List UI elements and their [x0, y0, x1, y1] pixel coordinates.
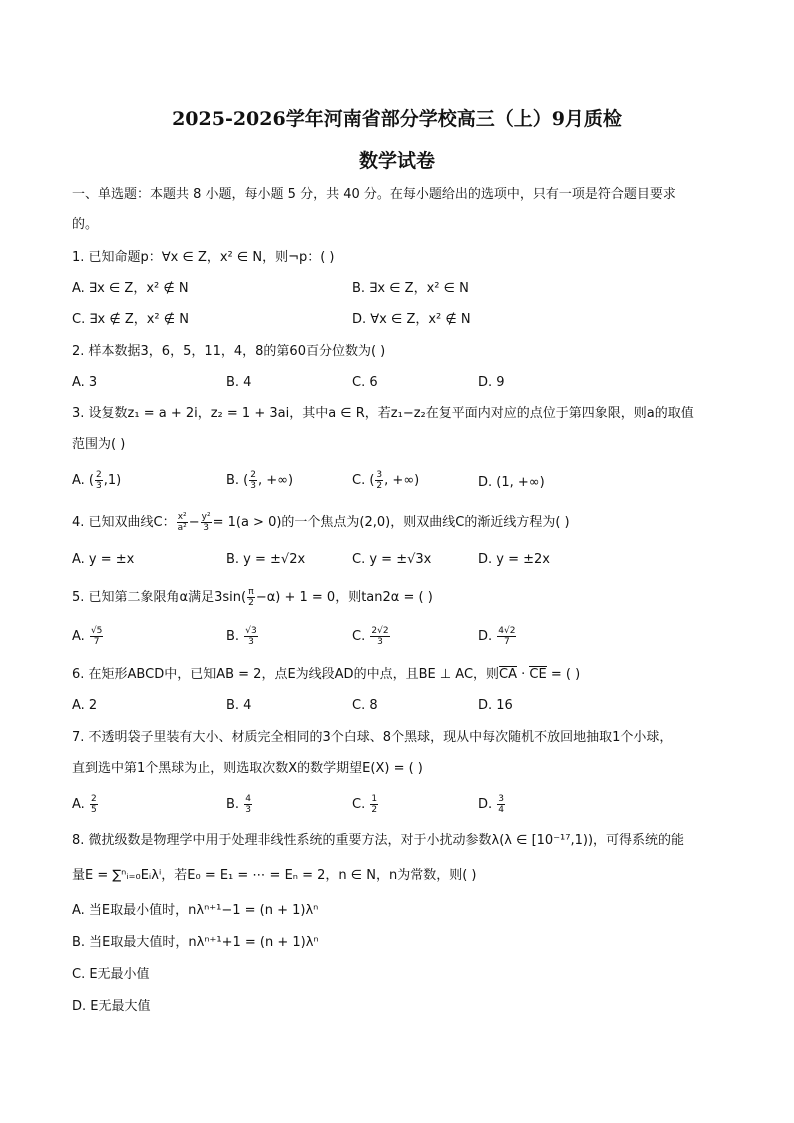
q7-stem-line2: 直到选中第1个黑球为止，则选取次数X的数学期望E(X) = ( ): [72, 761, 423, 776]
q5-f-num: π: [248, 587, 254, 597]
q5-stem: [72, 587, 433, 608]
q4-fraction-y: [201, 512, 212, 533]
q4-option-c: C. y = ±√3x: [352, 552, 432, 567]
q5-option-a: [72, 626, 104, 647]
q3-c-fraction: [375, 470, 383, 491]
q7-c-num: 1: [371, 794, 378, 804]
q5-d-fraction: [497, 626, 516, 647]
q5-d-label: D.: [478, 629, 493, 644]
q3-a-fraction: [95, 470, 103, 491]
q6-option-a: A. 2: [72, 698, 98, 713]
q5-d-den: 7: [504, 637, 510, 647]
q8-stem-line1: 8. 微扰级数是物理学中用于处理非线性系统的重要方法，对于小扰动参数λ(λ ∈ [10⁻¹⁷,1))，可得系统的能: [72, 833, 685, 848]
q2-option-b: B. 4: [226, 375, 252, 390]
q1-option-b: B. ∃x ∈ Z，x² ∈ N: [352, 281, 469, 296]
q2-stem: 2. 样本数据3，6，5，11，4，8的第60百分位数为( ): [72, 344, 386, 359]
q4-prefix: 4. 已知双曲线C：: [72, 515, 176, 530]
q3-a-prefix: A. (: [72, 473, 95, 488]
q1-stem: 1. 已知命题p：∀x ∈ Z，x² ∈ N，则¬p：( ): [72, 250, 335, 265]
q5-a-label: A.: [72, 629, 85, 644]
q7-option-b: [226, 794, 253, 815]
section-heading-line2: 的。: [72, 217, 99, 232]
q3-a-den: 3: [96, 481, 102, 491]
q5-b-fraction: [244, 626, 257, 647]
q5-option-b: [226, 626, 259, 647]
q7-a-den: 5: [90, 805, 97, 815]
q3-option-d: D. (1, +∞): [478, 475, 545, 490]
q3-option-a: [72, 470, 121, 491]
q7-b-fraction: [244, 794, 252, 815]
q2-option-a: A. 3: [72, 375, 98, 390]
q4-fy-den: 3: [203, 523, 209, 533]
q7-a-label: A.: [72, 797, 85, 812]
q3-a-suffix: ,1): [103, 473, 122, 488]
q5-prefix: 5. 已知第二象限角α满足3sin(: [72, 590, 247, 605]
q7-d-den: 4: [498, 805, 505, 815]
q5-option-d: [478, 626, 517, 647]
q2-option-c: C. 6: [352, 375, 378, 390]
q7-b-num: 4: [245, 794, 251, 804]
q6-option-c: C. 8: [352, 698, 378, 713]
q4-option-a: A. y = ±x: [72, 552, 135, 567]
q4-fy-num: y²: [201, 512, 211, 522]
q4-stem: [72, 512, 570, 533]
q5-b-label: B.: [226, 629, 240, 644]
q3-b-suffix: , +∞): [258, 473, 294, 488]
q6-dot: ·: [517, 667, 530, 682]
q3-c-num: 3: [376, 470, 383, 480]
q7-d-fraction: [497, 794, 505, 815]
q8-option-d: D. E无最大值: [72, 999, 151, 1014]
q5-a-fraction: [90, 626, 103, 647]
q7-d-num: 3: [498, 794, 505, 804]
q6-stem: [72, 666, 580, 684]
q3-c-den: 2: [376, 481, 383, 491]
q4-option-b: B. y = ±√2x: [226, 552, 306, 567]
exam-subtitle: 数学试卷: [358, 150, 435, 172]
q8-option-b: B. 当E取最大值时，nλⁿ⁺¹+1 = (n + 1)λⁿ: [72, 935, 319, 950]
q2-option-d: D. 9: [478, 375, 505, 390]
q5-suffix: −α) + 1 = 0，则tan2α = ( ): [255, 590, 433, 605]
q3-a-num: 2: [96, 470, 102, 480]
q7-option-a: [72, 794, 99, 815]
q4-fx-den: a²: [177, 523, 187, 533]
q7-c-den: 2: [371, 805, 378, 815]
q1-option-c: C. ∃x ∉ Z，x² ∉ N: [72, 312, 189, 327]
exam-title: 2025-2026学年河南省部分学校高三（上）9月质检: [172, 108, 622, 130]
q8-option-a: A. 当E取最小值时，nλⁿ⁺¹−1 = (n + 1)λⁿ: [72, 903, 319, 918]
q5-fraction: [247, 587, 255, 608]
q7-option-d: [478, 794, 506, 815]
q1-option-a: A. ∃x ∈ Z，x² ∉ N: [72, 281, 189, 296]
q5-b-den: 3: [248, 637, 254, 647]
q7-a-num: 2: [90, 794, 97, 804]
q6-option-b: B. 4: [226, 698, 252, 713]
q5-c-label: C.: [352, 629, 366, 644]
q3-b-den: 3: [250, 481, 256, 491]
q6-prefix: 6. 在矩形ABCD中，已知AB = 2，点E为线段AD的中点，且BE ⊥ AC，则: [72, 667, 500, 682]
section-heading-line1: 一、单选题：本题共 8 小题，每小题 5 分，共 40 分。在每小题给出的选项中，只有一项是符合题目要求: [72, 187, 676, 202]
q7-b-label: B.: [226, 797, 240, 812]
q4-option-d: D. y = ±2x: [478, 552, 550, 567]
q3-c-prefix: C. (: [352, 473, 375, 488]
q5-option-c: [352, 626, 391, 647]
q6-vector-ca: CA: [499, 667, 518, 682]
q7-b-den: 3: [245, 805, 251, 815]
q3-b-num: 2: [250, 470, 256, 480]
q5-a-num: √5: [90, 626, 103, 636]
q8-option-c: C. E无最小值: [72, 967, 150, 982]
q7-stem-line1: 7. 不透明袋子里装有大小、材质完全相同的3个白球、8个黑球，现从中每次随机不放回地抽取1个小球，: [72, 730, 673, 745]
q3-stem-line1: 3. 设复数z₁ = a + 2i，z₂ = 1 + 3ai，其中a ∈ R，若z₁−z₂在复平面内对应的点位于第四象限，则a的取值: [72, 406, 694, 421]
q6-vector-ce: CE: [529, 667, 547, 682]
q5-f-den: 2: [248, 598, 254, 608]
q5-c-num: 2√2: [371, 626, 389, 636]
q5-d-num: 4√2: [498, 626, 516, 636]
q6-suffix: = ( ): [546, 667, 581, 682]
q3-option-b: [226, 470, 293, 491]
q3-c-suffix: , +∞): [384, 473, 420, 488]
q5-c-den: 3: [377, 637, 383, 647]
q8-stem-line2: 量E = ∑ⁿᵢ₌₀Eᵢλⁱ，若E₀ = E₁ = ⋯ = Eₙ = 2，n ∈ N，n为常数，则( ): [72, 868, 477, 883]
q5-b-num: √3: [245, 626, 257, 636]
q5-c-fraction: [370, 626, 389, 647]
q7-a-fraction: [90, 794, 98, 815]
q3-stem-line2: 范围为( ): [72, 437, 126, 452]
q3-b-prefix: B. (: [226, 473, 249, 488]
q3-option-c: [352, 470, 419, 491]
q4-fx-num: x²: [177, 512, 187, 522]
q5-a-den: 7: [93, 637, 100, 647]
q1-option-d: D. ∀x ∈ Z，x² ∉ N: [352, 312, 471, 327]
q6-option-d: D. 16: [478, 698, 513, 713]
q4-minus: −: [188, 515, 200, 530]
q3-b-fraction: [249, 470, 257, 491]
q7-c-fraction: [370, 794, 378, 815]
q4-suffix: = 1(a > 0)的一个焦点为(2,0)，则双曲线C的渐近线方程为( ): [212, 515, 570, 530]
q7-c-label: C.: [352, 797, 366, 812]
q7-d-label: D.: [478, 797, 493, 812]
q4-fraction-x: [177, 512, 188, 533]
q7-option-c: [352, 794, 379, 815]
